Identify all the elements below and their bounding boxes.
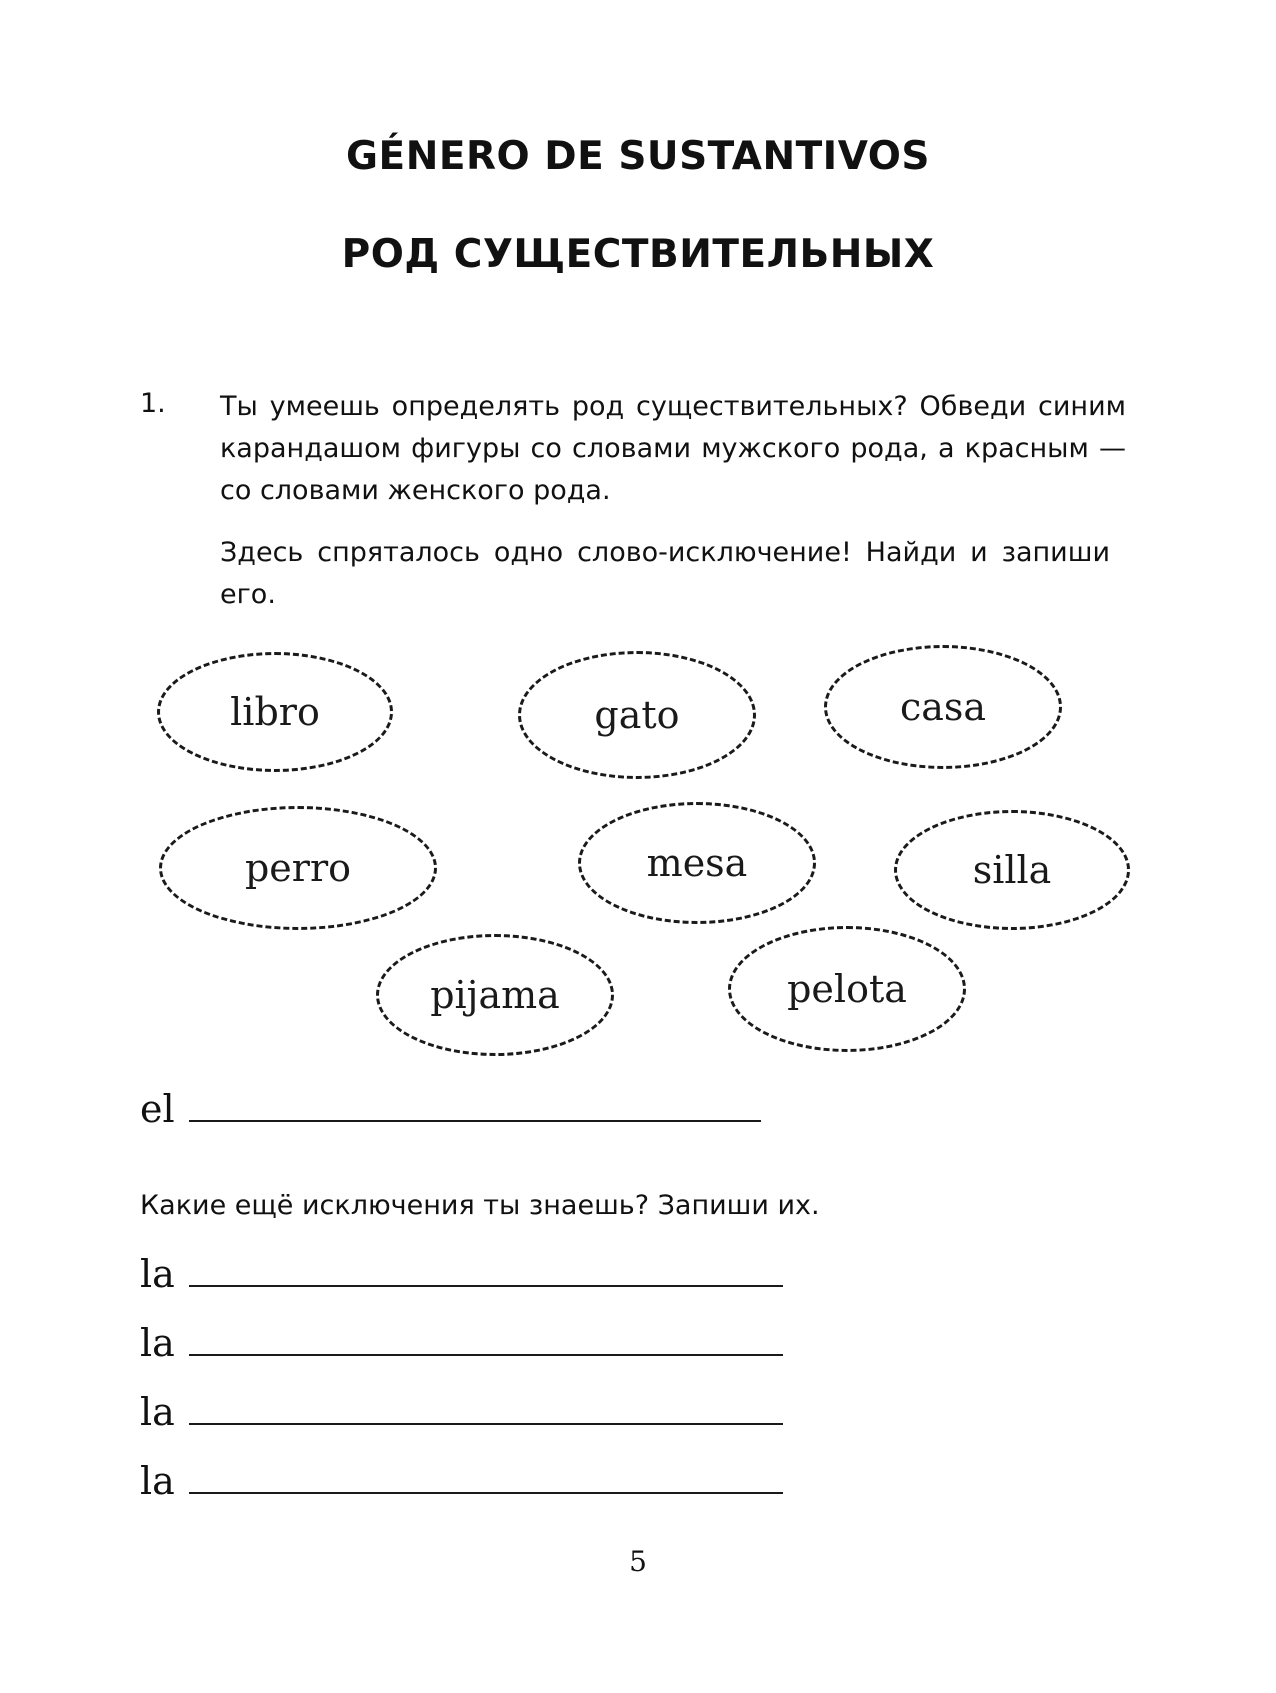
article-label: el — [140, 1087, 175, 1131]
page-number: 5 — [629, 1545, 647, 1578]
task-number: 1. — [140, 388, 166, 419]
extra-answer-line[interactable] — [140, 1383, 783, 1434]
article-label: la — [140, 1459, 175, 1503]
task-instruction: Ты умеешь определять род существительных? Обведи синим карандашом фигуры со словами мужского рода, а красным — со словами женского рода. — [220, 391, 1126, 506]
article-label: la — [140, 1321, 175, 1365]
word-oval-pelota[interactable]: pelota — [728, 926, 966, 1052]
page-title-spanish: GÉNERO DE SUSTANTIVOS — [346, 134, 930, 179]
answer-blank[interactable] — [189, 1488, 783, 1494]
follow-up-question: Какие ещё исключения ты знаешь? Запиши их. — [140, 1190, 820, 1221]
extra-answer-line[interactable] — [140, 1245, 783, 1296]
answer-blank[interactable] — [189, 1116, 761, 1122]
article-label: la — [140, 1390, 175, 1434]
task-hint: Здесь спряталось одно слово-исключение! Найди и запиши его. — [220, 537, 1110, 610]
word-oval-gato[interactable]: gato — [518, 651, 756, 779]
answer-blank[interactable] — [189, 1281, 783, 1287]
answer-blank[interactable] — [189, 1419, 783, 1425]
word-oval-pijama[interactable]: pijama — [376, 934, 614, 1056]
article-label: la — [140, 1252, 175, 1296]
answer-blank[interactable] — [189, 1350, 783, 1356]
extra-answer-line[interactable] — [140, 1452, 783, 1503]
exception-answer-line[interactable] — [140, 1080, 761, 1131]
extra-answer-line[interactable] — [140, 1314, 783, 1365]
page-title-russian: РОД СУЩЕСТВИТЕЛЬНЫХ — [341, 232, 935, 277]
word-oval-casa[interactable]: casa — [824, 645, 1062, 769]
word-oval-perro[interactable]: perro — [159, 806, 437, 930]
word-oval-mesa[interactable]: mesa — [578, 802, 816, 924]
word-oval-libro[interactable]: libro — [157, 652, 393, 772]
word-oval-silla[interactable]: silla — [894, 810, 1130, 930]
